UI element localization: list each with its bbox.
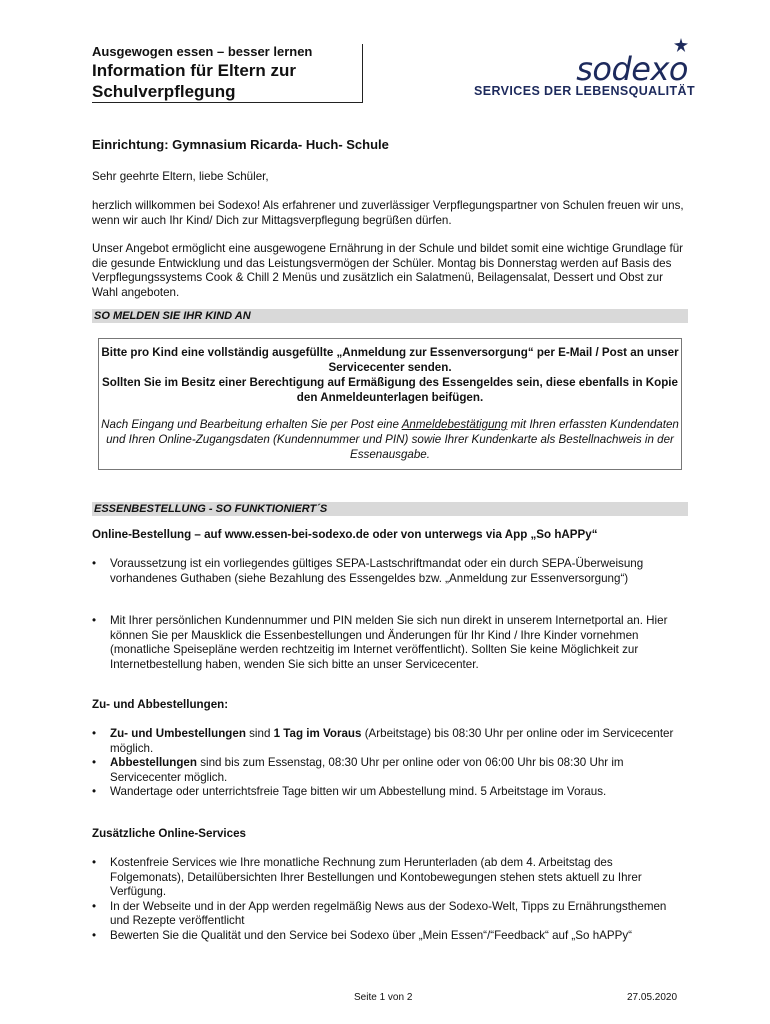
offer-paragraph: Unser Angebot ermöglicht eine ausgewogene Ernährung in der Schule und bildet somit eine wichtige Grundlage für die gesunde Entwicklung und das Leistungsvermögen der Schüler. Montag bis Donnerstag werden auf Basis des Verpflegungssystems Cook & Chill 2 Menüs und zusätzlich ein Salatmenü, Beilagensalat, Dessert und Obst zur Wahl angeboten. xyxy=(92,242,684,299)
header-title-line1: Information für Eltern zur xyxy=(92,61,296,80)
changes-text-1a: sind xyxy=(245,727,274,740)
list-item: • Mit Ihrer persönlichen Kundennummer und PIN melden Sie sich nun direkt in unserem Internetportal an. Hier können Sie per Mausklick die Essenbestellungen und Änderungen für Ihr Kind / Ihre Kinder vornehmen (monatliche Speisepläne werden rechtzeitig im Internet veröffentlicht). Sollten Sie keine Möglichkeit zur Internetbestellung haben, wenden Sie sich bitte an unser Servicecenter. xyxy=(92,614,688,672)
online-order-heading: Online-Bestellung – auf www.essen-bei-sodexo.de oder von unterwegs via App „So hAPPy“ xyxy=(92,528,598,541)
online-order-list xyxy=(92,557,688,586)
intro-paragraph: herzlich willkommen bei Sodexo! Als erfahrener und zuverlässiger Verpflegungspartner von Schulen freuen wir uns, wenn wir auch Ihr Kind/ Dich zur Mittagsverpflegung begrüßen dürfen. xyxy=(92,199,684,227)
greeting: Sehr geehrte Eltern, liebe Schüler, xyxy=(92,170,269,183)
changes-term-3: Abbestellungen xyxy=(110,756,197,770)
document-header xyxy=(92,44,363,103)
services-list xyxy=(92,856,688,944)
list-item: • Bewerten Sie die Qualität und den Service bei Sodexo über „Mein Essen“/“Feedback“ auf „So hAPPy“ xyxy=(92,929,688,944)
changes-text-1b: (Arbeitstage) bis 08:30 Uhr per online oder im Servicecenter möglich. xyxy=(110,727,674,755)
institution-line: Einrichtung: Gymnasium Ricarda- Huch- Schule xyxy=(92,137,389,152)
registration-box xyxy=(98,338,682,470)
confirmation-note-end: mit Ihren erfassten Kundendaten und Ihren Online-Zugangsdaten (Kundennummer und PIN) sowie Ihrer Kundenkarte als Bestellnachweis in der Essenausgabe. xyxy=(106,418,679,461)
list-item: • Kostenfreie Services wie Ihre monatliche Rechnung zum Herunterladen (ab dem 4. Arbeitstag des Folgemonats), Detailübersichten Ihrer Bestellungen und Kontobewegungen stehen stets aktuell zu Ihrer Verfügung. xyxy=(92,856,688,900)
changes-list xyxy=(92,727,688,800)
changes-term-2: 1 Tag im Voraus xyxy=(273,727,362,740)
services-heading: Zusätzliche Online-Services xyxy=(92,827,246,840)
list-item xyxy=(92,727,688,756)
changes-heading: Zu- und Abbestellungen: xyxy=(92,698,229,711)
sodexo-logo xyxy=(474,42,696,102)
page-number: Seite 1 von 2 xyxy=(354,992,413,1003)
confirmation-note-start: Nach Eingang und Bearbeitung erhalten Sie per Post eine xyxy=(101,418,402,431)
confirmation-term: Anmeldebestätigung xyxy=(401,418,508,431)
header-subtitle: Ausgewogen essen – besser lernen xyxy=(92,44,313,59)
online-order-list-2 xyxy=(92,614,688,672)
list-item: • In der Webseite und in der App werden regelmäßig News aus der Sodexo-Welt, Tipps zu Ernährungsthemen und Rezepte veröffentlicht xyxy=(92,900,688,929)
list-item: • Voraussetzung ist ein vorliegendes gültiges SEPA-Lastschriftmandat oder ein durch SEPA-Überweisung vorhandenes Guthaben (siehe Bezahlung des Essengeldes bzw. „Anmeldung zur Essenversorgung“) xyxy=(92,557,688,586)
logo-tagline: SERVICES DER LEBENSQUALITÄT xyxy=(474,84,696,98)
changes-term-1: Zu- und Umbestellungen xyxy=(110,727,246,740)
section-heading-registration: SO MELDEN SIE IHR KIND AN xyxy=(92,309,688,323)
changes-text-2: sind bis zum Essenstag, 08:30 Uhr per online oder von 06:00 Uhr bis 08:30 Uhr im Servicecenter möglich. xyxy=(110,756,624,784)
discount-instruction: Sollten Sie im Besitz einer Berechtigung auf Ermäßigung des Essengeldes sein, diese ebenfalls in Kopie den Anmeldeunterlagen beifügen. xyxy=(102,376,678,404)
registration-instruction: Bitte pro Kind eine vollständig ausgefüllte „Anmeldung zur Essenversorgung“ per E-Mail / Post an unser Servicecenter senden. xyxy=(101,346,679,374)
section-heading-ordering: ESSENBESTELLUNG - SO FUNKTIONIERT´S xyxy=(92,502,688,516)
list-item: • Wandertage oder unterrichtsfreie Tage bitten wir um Abbestellung mind. 5 Arbeitstage im Voraus. xyxy=(92,785,688,800)
confirmation-note xyxy=(99,417,681,462)
document-date: 27.05.2020 xyxy=(627,992,678,1003)
logo-wordmark: sodexo xyxy=(576,50,688,88)
list-item xyxy=(92,756,688,785)
header-title-line2: Schulverpflegung xyxy=(92,82,236,101)
